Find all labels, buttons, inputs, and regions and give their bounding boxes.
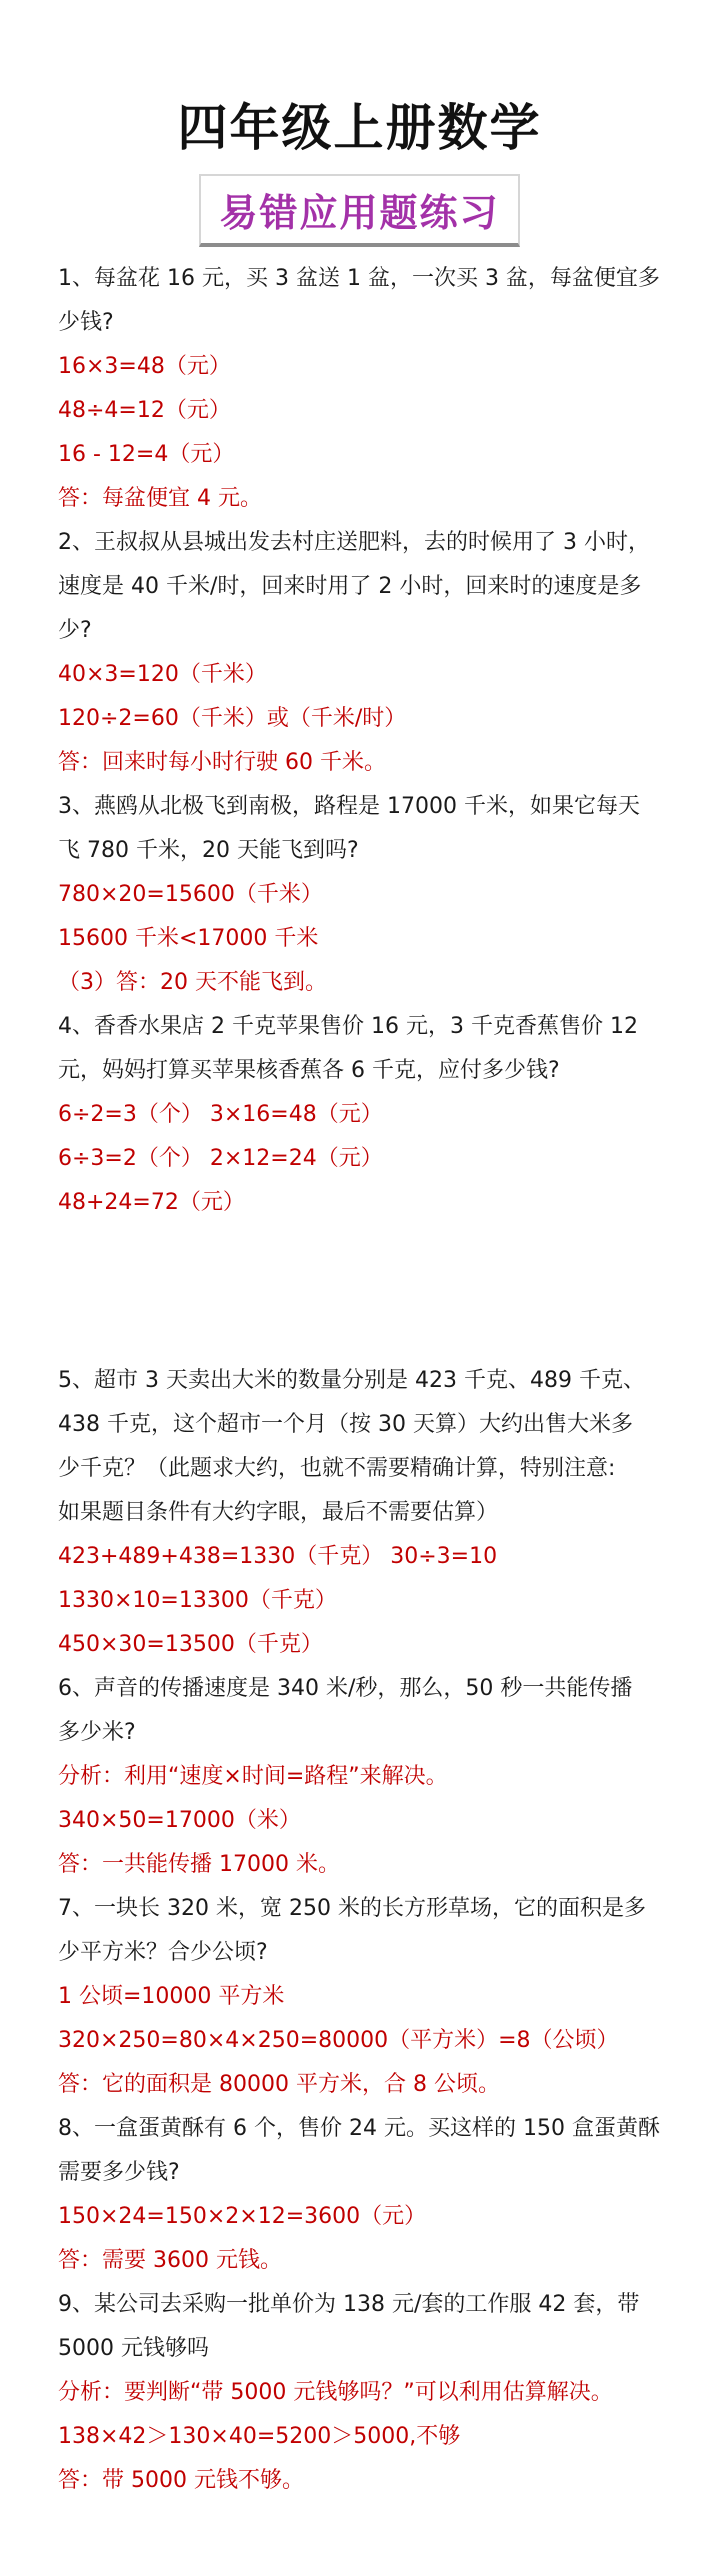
answer-line: 120÷2=60（千米）或（千米/时）	[58, 706, 407, 731]
question-line: 少?	[58, 618, 92, 643]
page-subtitle: 易错应用题练习	[199, 174, 519, 247]
answer-line: 6÷2=3（个） 3×16=48（元）	[58, 1102, 383, 1127]
question-line: 少钱?	[58, 310, 114, 335]
question-line: 5000 元钱够吗	[58, 2336, 209, 2361]
answer-line: 48+24=72（元）	[58, 1190, 245, 1215]
question-line: 4、香香水果店 2 千克苹果售价 16 元，3 千克香蕉售价 12	[58, 1014, 638, 1039]
subtitle-wrap	[0, 174, 719, 247]
answer-line: 答：每盆便宜 4 元。	[58, 486, 262, 511]
problem-2	[58, 521, 691, 785]
answer-line: 40×3=120（千米）	[58, 662, 267, 687]
problem-4	[58, 1005, 691, 1225]
question-line: 3、燕鸥从北极飞到南极，路程是 17000 千米，如果它每天	[58, 794, 640, 819]
problem-list	[0, 247, 719, 2503]
question-line: 6、声音的传播速度是 340 米/秒，那么，50 秒一共能传播	[58, 1676, 633, 1701]
answer-line: 450×30=13500（千克）	[58, 1632, 323, 1657]
answer-line: 138×42＞130×40=5200＞5000,不够	[58, 2424, 461, 2449]
problem-1	[58, 257, 691, 521]
question-line: 飞 780 千米，20 天能飞到吗?	[58, 838, 359, 863]
answer-line: 答：一共能传播 17000 米。	[58, 1852, 340, 1877]
answer-line: 1 公顷=10000 平方米	[58, 1984, 285, 2009]
problem-9	[58, 2283, 691, 2503]
answer-line: 15600 千米<17000 千米	[58, 926, 319, 951]
answer-line: 48÷4=12（元）	[58, 398, 231, 423]
answer-line: 分析：利用“速度×时间=路程”来解决。	[58, 1764, 448, 1789]
answer-line: 答：需要 3600 元钱。	[58, 2248, 282, 2273]
problem-6	[58, 1667, 691, 1887]
question-line: 7、一块长 320 米，宽 250 米的长方形草场，它的面积是多	[58, 1896, 646, 1921]
question-line: 8、一盒蛋黄酥有 6 个，售价 24 元。买这样的 150 盒蛋黄酥	[58, 2116, 660, 2141]
problem-3	[58, 785, 691, 1005]
problem-7	[58, 1887, 691, 2107]
question-line: 5、超市 3 天卖出大米的数量分别是 423 千克、489 千克、	[58, 1368, 645, 1393]
question-line: 多少米?	[58, 1720, 136, 1745]
answer-line: 答：它的面积是 80000 平方米，合 8 公顷。	[58, 2072, 500, 2097]
question-line: 元，妈妈打算买苹果核香蕉各 6 千克，应付多少钱?	[58, 1058, 560, 1083]
question-line: 438 千克，这个超市一个月（按 30 天算）大约出售大米多	[58, 1412, 633, 1437]
answer-line: 6÷3=2（个） 2×12=24（元）	[58, 1146, 383, 1171]
answer-line: 423+489+438=1330（千克） 30÷3=10	[58, 1544, 498, 1569]
answer-line: 16×3=48（元）	[58, 354, 231, 379]
question-line: 需要多少钱?	[58, 2160, 180, 2185]
problem-5	[58, 1359, 691, 1667]
answer-line: 320×250=80×4×250=80000（平方米）=8（公顷）	[58, 2028, 619, 2053]
question-line: 如果题目条件有大约字眼，最后不需要估算）	[58, 1500, 499, 1525]
question-line: 1、每盆花 16 元，买 3 盆送 1 盆，一次买 3 盆，每盆便宜多	[58, 266, 660, 291]
answer-line: 答：带 5000 元钱不够。	[58, 2468, 304, 2493]
answer-line: （3）答：20 天不能飞到。	[58, 970, 327, 995]
answer-line: 答：回来时每小时行驶 60 千米。	[58, 750, 386, 775]
answer-line: 16 - 12=4（元）	[58, 442, 235, 467]
question-line: 9、某公司去采购一批单价为 138 元/套的工作服 42 套，带	[58, 2292, 640, 2317]
answer-line: 340×50=17000（米）	[58, 1808, 301, 1833]
blank-gap	[58, 1225, 691, 1359]
answer-line: 分析：要判断“带 5000 元钱够吗？”可以利用估算解决。	[58, 2380, 613, 2405]
page-title: 四年级上册数学	[177, 99, 542, 157]
answer-line: 780×20=15600（千米）	[58, 882, 323, 907]
problem-8	[58, 2107, 691, 2283]
answer-line: 1330×10=13300（千克）	[58, 1588, 337, 1613]
question-line: 2、王叔叔从县城出发去村庄送肥料，去的时候用了 3 小时，	[58, 530, 650, 555]
question-line: 少千克？（此题求大约，也就不需要精确计算，特别注意:	[58, 1456, 616, 1481]
question-line: 少平方米？合少公顷?	[58, 1940, 268, 1965]
answer-line: 150×24=150×2×12=3600（元）	[58, 2204, 427, 2229]
question-line: 速度是 40 千米/时，回来时用了 2 小时，回来时的速度是多	[58, 574, 642, 599]
